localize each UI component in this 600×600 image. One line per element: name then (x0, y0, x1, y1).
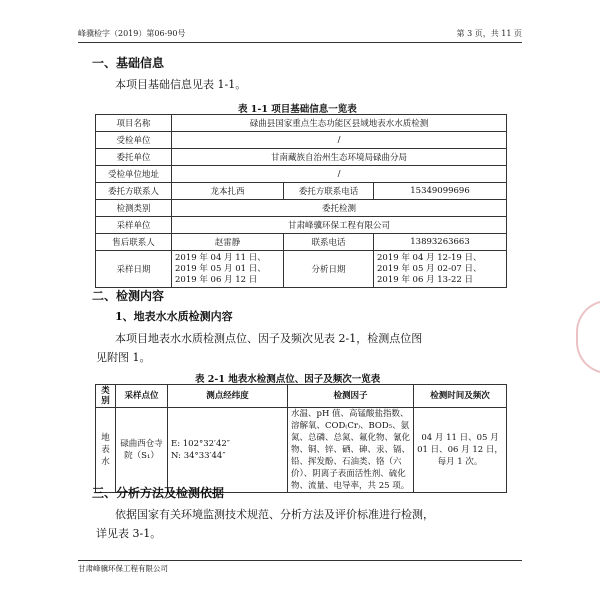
table-row (96, 166, 507, 183)
table-row (96, 200, 507, 217)
after-sales-value: 赵雷静 (172, 234, 284, 251)
test-type-label: 检测类别 (96, 200, 172, 217)
after-sales-label: 售后联系人 (96, 234, 172, 251)
col-point: 采样点位 (116, 385, 168, 408)
page-header (78, 28, 522, 43)
table-row (96, 132, 507, 149)
section3-title: 三、分析方法及检测依据 (92, 486, 225, 500)
row-point: 碌曲西仓寺院（S₁） (116, 408, 168, 493)
col-time: 检测时间及频次 (414, 385, 507, 408)
document-number: 峰骥检字（2019）第06-90号 (78, 29, 186, 38)
client-contact-label: 委托方联系人 (96, 183, 172, 200)
analysis-date-value: 2019 年 04 月 12-19 日、2019 年 05 月 02-07 日、2019 年 06 月 13-22 日 (374, 251, 507, 288)
section1-intro: 本项目基础信息见表 1-1。 (115, 78, 247, 91)
section2-para-line2: 见附图 1。 (96, 351, 151, 364)
row-time: 04 月 11 日、05 月 01 日、06 月 12 日，每月 1 次。 (414, 408, 507, 493)
table-row (96, 183, 507, 200)
table-row (96, 251, 507, 288)
footer-company: 甘肃峰骥环保工程有限公司 (78, 564, 168, 573)
row-coord (168, 408, 288, 493)
page-number: 第 3 页，共 11 页 (456, 29, 522, 38)
table-header-row (96, 385, 507, 408)
analysis-date-label: 分析日期 (284, 251, 374, 288)
section2-subtitle: 1、地表水水质检测内容 (115, 310, 233, 323)
section2-para-line1: 本项目地表水水质检测点位、因子及频次见表 2-1，检测点位图 (115, 332, 423, 345)
client-label: 委托单位 (96, 149, 172, 166)
contact-phone-value: 13893263663 (374, 234, 507, 251)
col-factor: 检测因子 (288, 385, 414, 408)
col-coord: 测点经纬度 (168, 385, 288, 408)
seal-stamp (576, 300, 600, 374)
sampling-date-value: 2019 年 04 月 11 日、2019 年 05 月 01 日、2019 年 06 月 12 日 (172, 251, 284, 288)
client-phone-value: 15349099696 (374, 183, 507, 200)
test-type-value: 委托检测 (172, 200, 507, 217)
section3-para-line1: 依据国家有关环境监测技术规范、分析方法及评价标准进行检测， (115, 508, 434, 521)
page-footer (78, 560, 522, 574)
project-name-label: 项目名称 (96, 115, 172, 132)
sampling-unit-label: 采样单位 (96, 217, 172, 234)
table-row (96, 149, 507, 166)
client-phone-label: 委托方联系电话 (284, 183, 374, 200)
table-row (96, 115, 507, 132)
section2-title: 二、检测内容 (92, 289, 165, 303)
col-category: 类别 (96, 385, 116, 408)
table-row (96, 234, 507, 251)
client-contact-value: 龙本扎西 (172, 183, 284, 200)
table-row (96, 217, 507, 234)
client-value: 甘南藏族自治州生态环境局碌曲分局 (172, 149, 507, 166)
section3-para-line2: 详见表 3-1。 (96, 527, 162, 540)
project-name-value: 碌曲县国家重点生态功能区县域地表水水质检测 (172, 115, 507, 132)
entrusted-address-label: 受检单位地址 (96, 166, 172, 183)
row-coord-e: E: 102°32′42″ (171, 439, 230, 449)
contact-phone-label: 联系电话 (284, 234, 374, 251)
section1-title: 一、基础信息 (92, 56, 165, 70)
entrusted-label: 受检单位 (96, 132, 172, 149)
table1-caption: 表 1-1 项目基础信息一览表 (238, 104, 357, 115)
entrusted-address-value: / (172, 166, 507, 183)
table-row (96, 408, 507, 493)
sampling-unit-value: 甘肃峰骥环保工程有限公司 (172, 217, 507, 234)
entrusted-value: / (172, 132, 507, 149)
row-factor: 水温、pH 值、高锰酸盐指数、溶解氧、COD₍Cr₎、BOD₅、氨氮、总磷、总氮、氟化物、氰化物、铜、锌、硒、砷、汞、镉、铅、挥发酚、石油类、铬（六价）、阴离子表面活性剂、硫化物、流量、电导率，共 25 项。 (288, 408, 414, 493)
table2-caption: 表 2-1 地表水检测点位、因子及频次一览表 (195, 374, 381, 385)
monitoring-table (95, 384, 507, 493)
sampling-date-label: 采样日期 (96, 251, 172, 288)
row-category: 地表水 (96, 408, 116, 493)
row-coord-n: N: 34°33′44″ (171, 451, 226, 461)
project-info-table (95, 114, 507, 288)
